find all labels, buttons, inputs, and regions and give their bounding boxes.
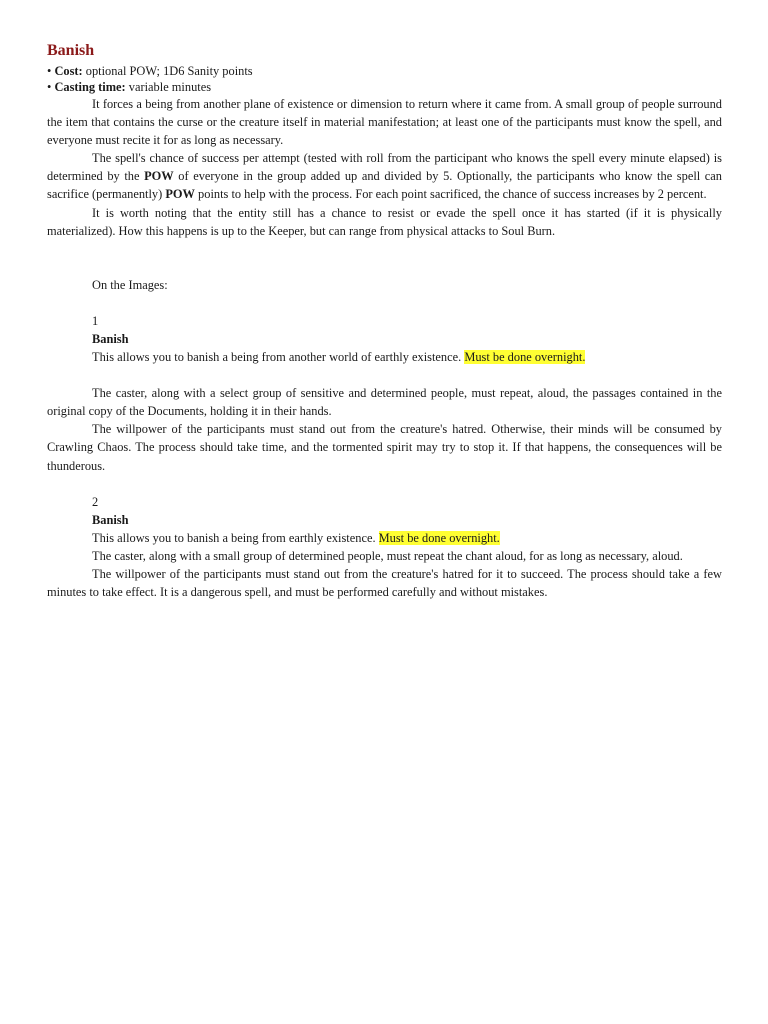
pow-term: POW — [144, 169, 174, 184]
description-paragraph-2-part-a: The spell's chance of success per attempt (tested with roll from the participant who knows the spell every minute elapsed) is determined by the — [47, 151, 722, 184]
image-1-number: 1 — [92, 313, 99, 328]
casting-time-line — [47, 80, 722, 96]
spacer — [47, 475, 722, 493]
image-2-highlight: Must be done overnight. — [378, 530, 500, 545]
cost-line — [47, 64, 722, 80]
casting-time-value: variable minutes — [128, 79, 212, 94]
bullet-icon: • — [47, 79, 52, 94]
description-paragraph-2 — [47, 149, 722, 203]
image-2-number: 2 — [92, 494, 99, 509]
image-2-intro-text: This allows you to banish a being from earthly existence. — [92, 530, 379, 545]
images-heading: On the Images: — [92, 277, 168, 292]
image-2-paragraph-1: The caster, along with a small group of determined people, must repeat the chant aloud, for as long as necessary, aloud. — [92, 548, 683, 563]
cost-value: optional POW; 1D6 Sanity points — [85, 64, 253, 78]
image-1-paragraph-1: The caster, along with a select group of sensitive and determined people, must repeat, aloud, the passages contained in the original copy of the Documents, holding it in their hands. — [47, 386, 722, 419]
image-1-highlight: Must be done overnight. — [464, 350, 586, 365]
spacer — [47, 240, 722, 276]
description-paragraph-3: It is worth noting that the entity still has a chance to resist or evade the spell once it has started (if it is physically materialized). How this happens is up to the Keeper, but can range from physical attacks to Soul Burn. — [47, 205, 722, 238]
spell-title: Banish — [47, 42, 95, 59]
pow-term: POW — [165, 187, 195, 202]
image-2-title-text: Banish — [92, 512, 129, 527]
image-1-title — [47, 330, 722, 348]
image-2-intro — [47, 529, 722, 547]
cost-label: Cost: — [54, 64, 83, 78]
image-1-intro — [47, 348, 722, 366]
spacer — [47, 366, 722, 384]
image-1-intro-text: This allows you to banish a being from another world of earthly existence. — [92, 350, 465, 365]
document-page — [47, 40, 722, 601]
casting-time-label: Casting time: — [54, 79, 126, 94]
image-2-paragraph-2: The willpower of the participants must stand out from the creature's hatred for it to succeed. The process should take a few minutes to take effect. It is a dangerous spell, and must be performed carefully and without mistakes. — [47, 566, 722, 600]
spacer — [47, 294, 722, 312]
description-paragraph-2-part-c: points to help with the process. For each point sacrificed, the chance of success increases by 2 percent. — [194, 187, 707, 202]
image-1-title-text: Banish — [92, 331, 129, 346]
image-2-title — [47, 511, 722, 529]
description-paragraph-1: It forces a being from another plane of existence or dimension to return where it came from. A small group of people surround the item that contains the curse or the creature itself in material manifestation; at least one of the participants must know the spell, and everyone must recite it for as long as necessary. — [47, 97, 722, 148]
image-1-paragraph-2: The willpower of the participants must stand out from the creature's hatred. Otherwise, their minds will be consumed by Crawling Chaos. The process should take time, and the tormented spirit may try to stop it. If that happens, the consequences will be thunderous. — [47, 422, 722, 473]
description-paragraph-2-part-b: of everyone in the group added up and divided by 5. Optionally, the participants who know the spell can sacrifice (permanently) — [47, 169, 722, 202]
bullet-icon: • — [47, 64, 52, 78]
